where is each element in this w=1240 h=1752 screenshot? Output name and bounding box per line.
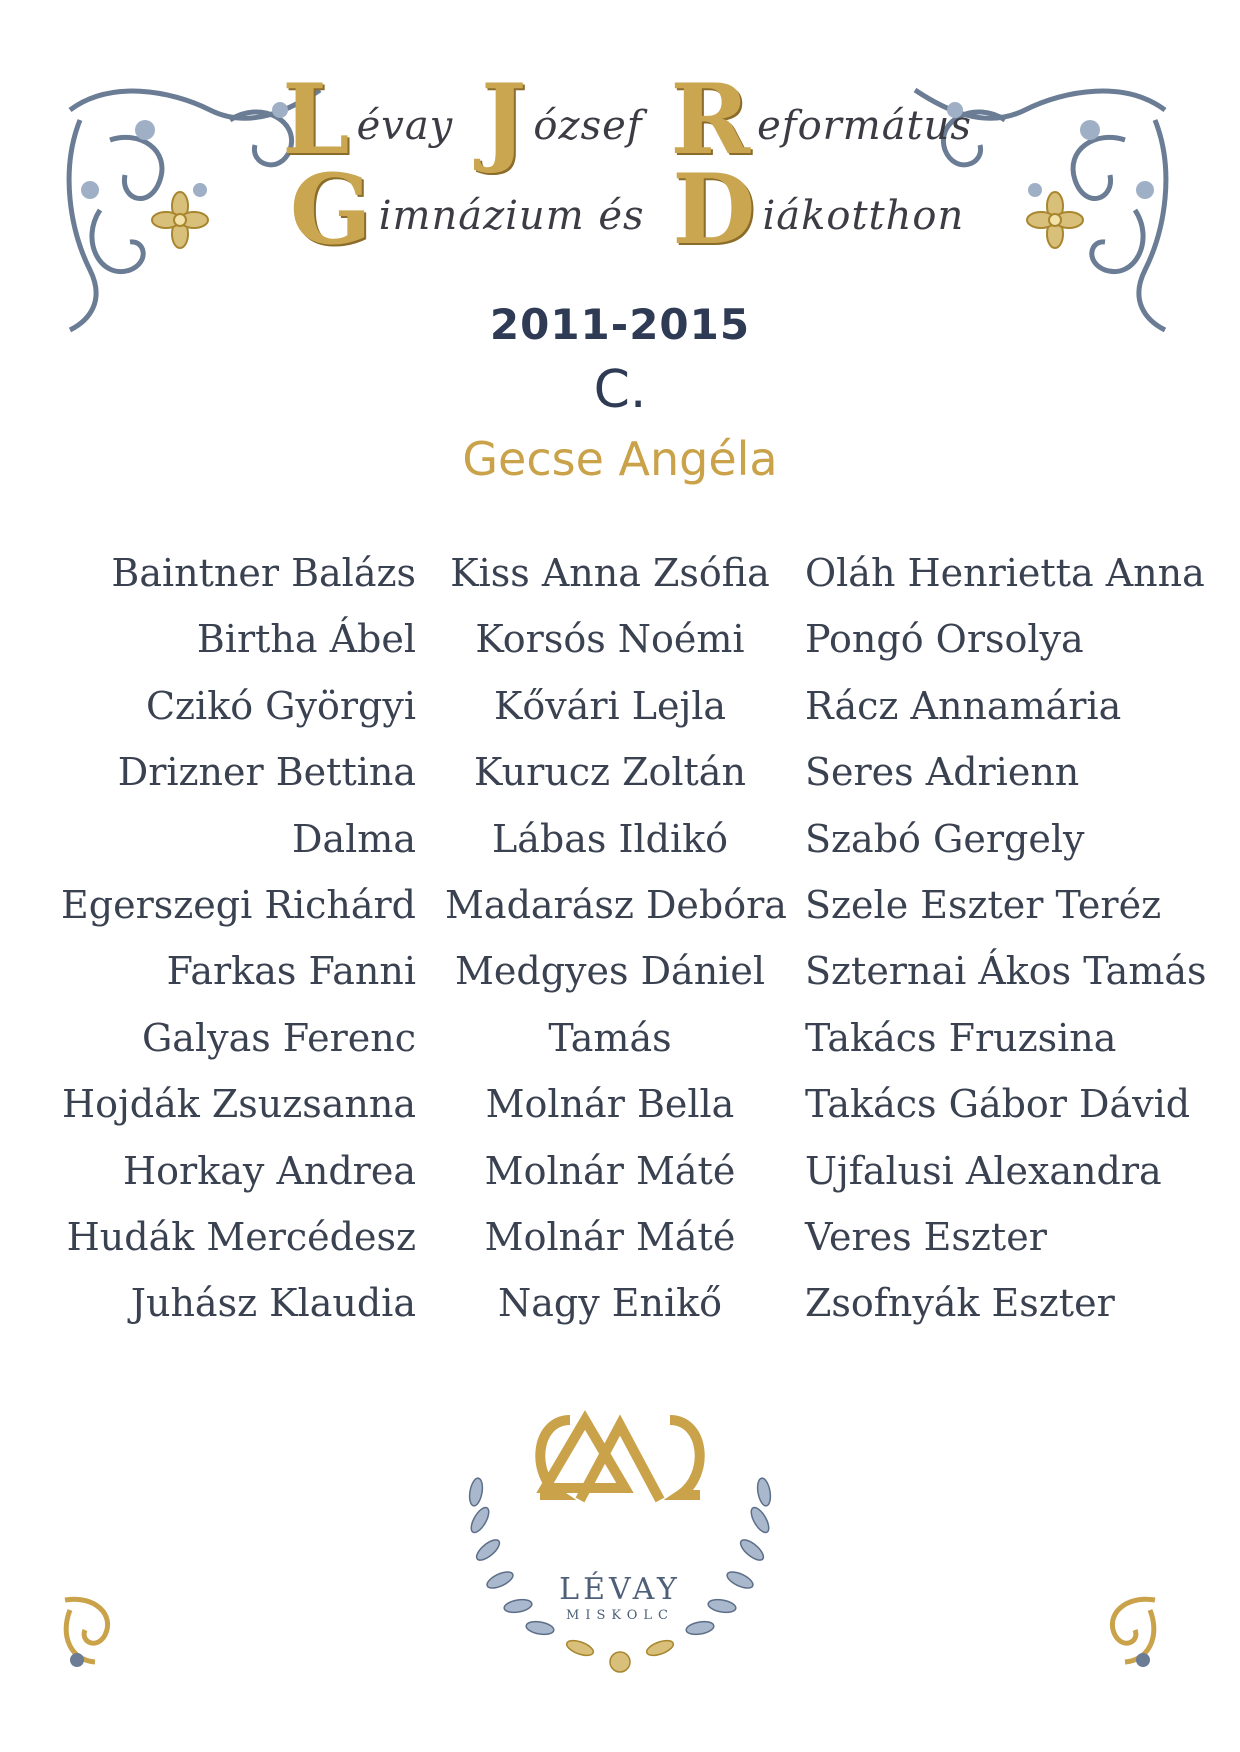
student-name: Szternai Ákos Tamás [805, 949, 1207, 994]
initial-letter: G [289, 153, 373, 266]
student-name: Molnár Bella [485, 1082, 735, 1127]
student-column-left [60, 540, 416, 1337]
student-name: Seres Adrienn [805, 750, 1080, 795]
logo-city: MISKOLC [566, 1608, 674, 1623]
student-name: Czikó Györgyi [145, 683, 416, 728]
student-name: Takács Gábor Dávid [805, 1082, 1191, 1127]
student-name: Tamás [548, 1015, 672, 1060]
student-name: Szele Eszter Teréz [805, 882, 1162, 927]
student-name: Horkay Andrea [123, 1148, 416, 1193]
student-name: Hudák Mercédesz [66, 1214, 416, 1259]
student-name: Szabó Gergely [805, 816, 1085, 861]
class-teacher: Gecse Angéla [462, 432, 778, 486]
student-name: Rácz Annamária [805, 683, 1122, 728]
title-word: évay [356, 103, 454, 149]
class-letter: C. [593, 360, 647, 420]
student-name: Oláh Henrietta Anna [805, 551, 1205, 595]
corner-ornament-bottom-right [1085, 1590, 1165, 1670]
student-name: Galyas Ferenc [141, 1015, 416, 1060]
corner-ornament-bottom-left [55, 1590, 135, 1670]
initial-letter: L [282, 63, 351, 176]
student-name: Molnár Máté [484, 1148, 736, 1193]
student-name: Juhász Klaudia [130, 1281, 416, 1326]
student-name: Nagy Enikő [497, 1281, 723, 1326]
student-name: Farkas Fanni [166, 949, 416, 994]
student-name: Veres Eszter [805, 1214, 1047, 1259]
school-name-line-1 [0, 63, 1240, 176]
student-name: Ujfalusi Alexandra [805, 1148, 1162, 1193]
student-name: Pongó Orsolya [805, 617, 1084, 662]
student-name: Kurucz Zoltán [474, 750, 746, 795]
student-name: Madarász Debóra [445, 882, 787, 927]
student-name: Kővári Lejla [493, 683, 727, 728]
student-name: Kiss Anna Zsófia [450, 551, 770, 595]
student-name: Dalma [292, 816, 416, 861]
student-name: Egerszegi Richárd [61, 882, 416, 927]
student-name: Drizner Bettina [117, 750, 416, 795]
student-column-middle [445, 540, 787, 1337]
initial-letter: J [481, 63, 528, 176]
student-name: Hojdák Zsuzsanna [61, 1082, 416, 1127]
class-years: 2011-2015 [489, 300, 751, 349]
student-name: Molnár Máté [484, 1214, 736, 1259]
title-word: eformátus [757, 103, 972, 149]
title-word: iákotthon [762, 193, 965, 239]
student-name: Medgyes Dániel [455, 949, 765, 994]
student-name: Takács Fruzsina [805, 1015, 1117, 1060]
student-name: Korsós Noémi [475, 617, 745, 662]
title-word: imnázium és [378, 193, 645, 239]
title-word: ózsef [533, 103, 643, 149]
logo-name: LÉVAY [559, 1572, 681, 1607]
initial-letter: D [672, 153, 757, 266]
student-name: Zsofnyák Eszter [805, 1281, 1115, 1326]
initial-letter: R [670, 63, 752, 176]
school-name-line-2 [0, 153, 1240, 266]
student-column-right [805, 540, 1205, 1337]
school-logo-emblem [440, 1400, 800, 1700]
student-name: Baintner Balázs [111, 551, 416, 595]
student-name: Birtha Ábel [196, 617, 416, 662]
student-name: Lábas Ildikó [492, 816, 728, 861]
